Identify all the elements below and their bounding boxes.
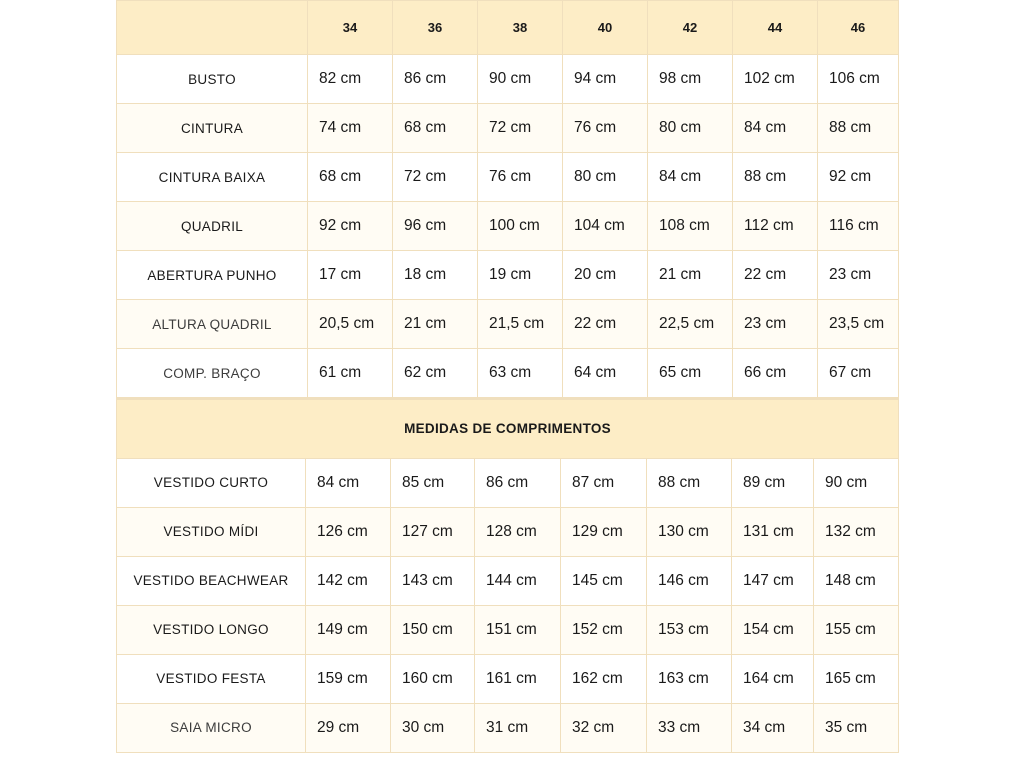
row-label: VESTIDO CURTO [117,458,306,507]
measurement-cell: 142 cm [306,556,391,605]
measurement-cell: 112 cm [733,202,818,251]
measurement-cell: 35 cm [814,703,899,752]
measurement-cell: 153 cm [647,605,732,654]
measurement-cell: 146 cm [647,556,732,605]
measurement-cell: 33 cm [647,703,732,752]
measurement-cell: 68 cm [308,153,393,202]
measurement-cell: 31 cm [475,703,561,752]
size-header: 40 [563,1,648,55]
row-label: VESTIDO MÍDI [117,507,306,556]
size-header: 46 [818,1,899,55]
measurement-cell: 63 cm [478,349,563,398]
size-header: 34 [308,1,393,55]
table-row [117,300,899,349]
size-header: 42 [648,1,733,55]
table-row [117,654,899,703]
table-row [117,703,899,752]
measurement-cell: 100 cm [478,202,563,251]
row-label: BUSTO [117,55,308,104]
measurement-cell: 32 cm [561,703,647,752]
measurement-cell: 23 cm [818,251,899,300]
measurement-cell: 126 cm [306,507,391,556]
measurement-cell: 151 cm [475,605,561,654]
measurement-cell: 88 cm [733,153,818,202]
measurement-cell: 17 cm [308,251,393,300]
row-label: ABERTURA PUNHO [117,251,308,300]
measurement-cell: 152 cm [561,605,647,654]
measurement-cell: 108 cm [648,202,733,251]
measurement-cell: 22,5 cm [648,300,733,349]
measurement-cell: 162 cm [561,654,647,703]
measurement-cell: 20,5 cm [308,300,393,349]
measurement-cell: 96 cm [393,202,478,251]
measurement-cell: 161 cm [475,654,561,703]
measurement-cell: 132 cm [814,507,899,556]
measurement-cell: 23,5 cm [818,300,899,349]
measurement-cell: 144 cm [475,556,561,605]
table-row [117,349,899,398]
measurement-cell: 22 cm [733,251,818,300]
measurement-cell: 76 cm [563,104,648,153]
measurement-cell: 88 cm [818,104,899,153]
table-row [117,55,899,104]
size-header-row [117,1,899,55]
table-row [117,507,899,556]
measurement-cell: 84 cm [306,458,391,507]
measurement-cell: 165 cm [814,654,899,703]
size-chart [116,0,898,753]
measurement-cell: 98 cm [648,55,733,104]
row-label: VESTIDO FESTA [117,654,306,703]
row-label: COMP. BRAÇO [117,349,308,398]
measurement-cell: 143 cm [391,556,475,605]
measurement-cell: 92 cm [308,202,393,251]
section-title: MEDIDAS DE COMPRIMENTOS [117,399,899,458]
measurement-cell: 154 cm [732,605,814,654]
measurement-cell: 145 cm [561,556,647,605]
measurement-cell: 90 cm [478,55,563,104]
row-label: QUADRIL [117,202,308,251]
measurement-cell: 127 cm [391,507,475,556]
row-label: CINTURA BAIXA [117,153,308,202]
measurement-cell: 84 cm [733,104,818,153]
measurement-cell: 130 cm [647,507,732,556]
measurement-cell: 68 cm [393,104,478,153]
measurement-cell: 88 cm [647,458,732,507]
measurement-cell: 164 cm [732,654,814,703]
measurement-cell: 18 cm [393,251,478,300]
measurement-cell: 84 cm [648,153,733,202]
corner-cell [117,1,308,55]
table-row [117,251,899,300]
measurement-cell: 131 cm [732,507,814,556]
measurement-cell: 155 cm [814,605,899,654]
size-header: 36 [393,1,478,55]
measurement-cell: 64 cm [563,349,648,398]
measurement-cell: 74 cm [308,104,393,153]
measurement-cell: 20 cm [563,251,648,300]
table-row [117,153,899,202]
length-section-header [117,399,899,458]
measurement-cell: 65 cm [648,349,733,398]
measurement-cell: 23 cm [733,300,818,349]
measurement-cell: 80 cm [648,104,733,153]
body-measurements-table [116,0,899,398]
length-measurements-table [116,398,899,753]
table-row [117,202,899,251]
measurement-cell: 89 cm [732,458,814,507]
measurement-cell: 76 cm [478,153,563,202]
measurement-cell: 106 cm [818,55,899,104]
measurement-cell: 159 cm [306,654,391,703]
measurement-cell: 62 cm [393,349,478,398]
row-label: SAIA MICRO [117,703,306,752]
row-label: CINTURA [117,104,308,153]
measurement-cell: 34 cm [732,703,814,752]
measurement-cell: 61 cm [308,349,393,398]
measurement-cell: 22 cm [563,300,648,349]
measurement-cell: 86 cm [475,458,561,507]
measurement-cell: 104 cm [563,202,648,251]
measurement-cell: 92 cm [818,153,899,202]
measurement-cell: 102 cm [733,55,818,104]
measurement-cell: 82 cm [308,55,393,104]
measurement-cell: 19 cm [478,251,563,300]
size-header: 38 [478,1,563,55]
table-row [117,458,899,507]
measurement-cell: 85 cm [391,458,475,507]
measurement-cell: 149 cm [306,605,391,654]
table-row [117,605,899,654]
measurement-cell: 29 cm [306,703,391,752]
table-row [117,556,899,605]
measurement-cell: 148 cm [814,556,899,605]
measurement-cell: 128 cm [475,507,561,556]
measurement-cell: 67 cm [818,349,899,398]
measurement-cell: 163 cm [647,654,732,703]
measurement-cell: 129 cm [561,507,647,556]
table-row [117,104,899,153]
measurement-cell: 90 cm [814,458,899,507]
measurement-cell: 21 cm [393,300,478,349]
measurement-cell: 21 cm [648,251,733,300]
measurement-cell: 66 cm [733,349,818,398]
measurement-cell: 147 cm [732,556,814,605]
measurement-cell: 72 cm [393,153,478,202]
measurement-cell: 94 cm [563,55,648,104]
measurement-cell: 72 cm [478,104,563,153]
measurement-cell: 87 cm [561,458,647,507]
measurement-cell: 160 cm [391,654,475,703]
measurement-cell: 86 cm [393,55,478,104]
measurement-cell: 30 cm [391,703,475,752]
row-label: VESTIDO LONGO [117,605,306,654]
measurement-cell: 80 cm [563,153,648,202]
size-header: 44 [733,1,818,55]
measurement-cell: 116 cm [818,202,899,251]
row-label: VESTIDO BEACHWEAR [117,556,306,605]
row-label: ALTURA QUADRIL [117,300,308,349]
measurement-cell: 150 cm [391,605,475,654]
measurement-cell: 21,5 cm [478,300,563,349]
